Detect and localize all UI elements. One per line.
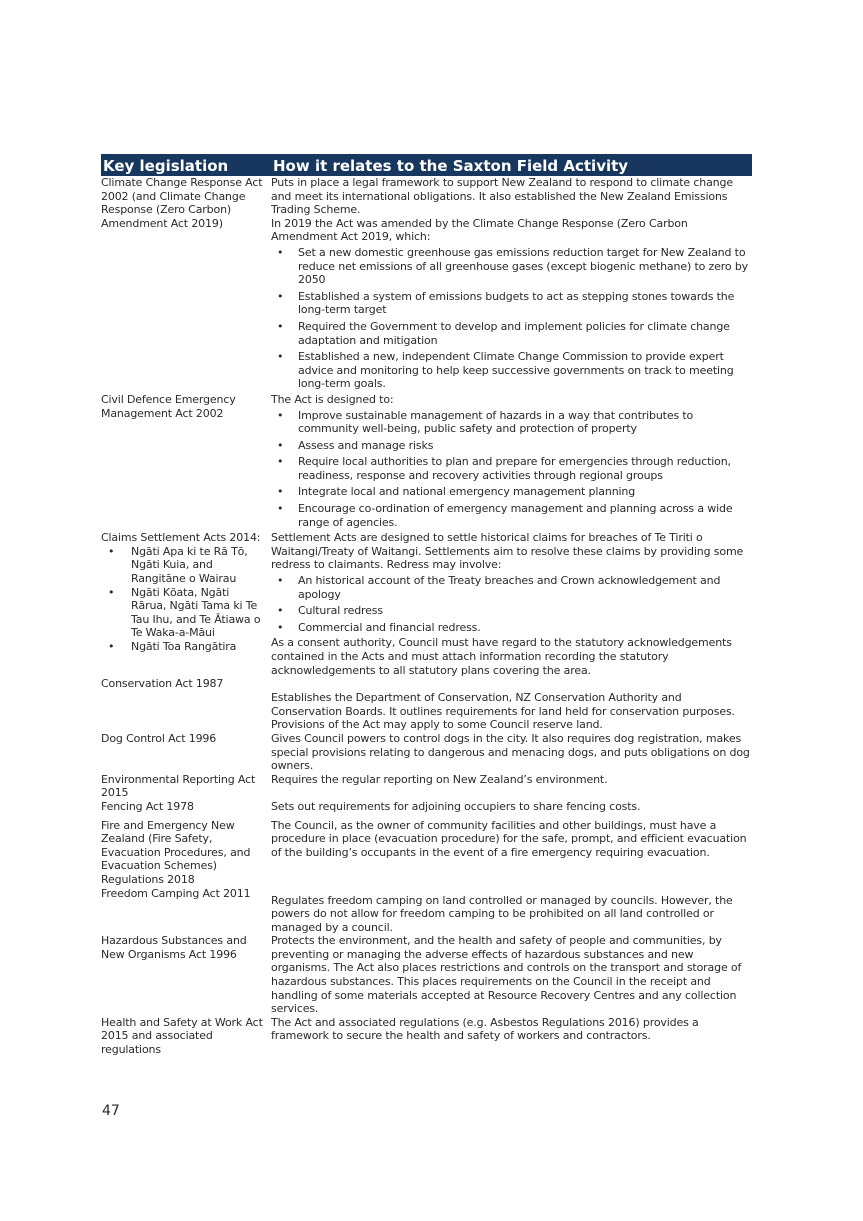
list-item: • Required the Government to develop and implement policies for climate change adaptation and mitigation: [298, 320, 752, 347]
list-item: • Ngāti Toa Rangātira: [131, 640, 267, 654]
legislation-description: [271, 531, 752, 677]
description-paragraph: In 2019 the Act was amended by the Climate Change Response (Zero Carbon Amendment Act 2019, which:: [271, 216, 688, 244]
legislation-description: [271, 393, 752, 531]
table-row: [101, 732, 752, 773]
legislation-description: Requires the regular reporting on New Zealand’s environment.: [271, 772, 608, 786]
list-item: • Require local authorities to plan and prepare for emergencies through reduction, readiness, response and recovery activities through regional groups: [298, 455, 752, 482]
page-number: 47: [102, 1103, 120, 1119]
legislation-name: Fencing Act 1978: [101, 799, 194, 813]
legislation-description: [271, 176, 752, 393]
legislation-name: Dog Control Act 1996: [101, 731, 217, 745]
legislation-description: Protects the environment, and the health and safety of people and communities, by preventing or managing the adverse effects of hazardous substances and new organisms. The Act also places restrictions and controls on the transport and storage of hazardous substances. This places requirements on the Council in the receipt and handling of some materials accepted at Resource Recovery Centres and any collection services.: [271, 934, 742, 1016]
list-item: • Improve sustainable management of hazards in a way that contributes to community well-being, public safety and protection of property: [298, 409, 752, 436]
list-item: • Set a new domestic greenhouse gas emissions reduction target for New Zealand to reduce net emissions of all greenhouse gases (except biogenic methane) to zero by 2050: [298, 246, 752, 287]
list-item: • Integrate local and national emergency management planning: [298, 485, 752, 499]
legislation-name: Health and Safety at Work Act 2015 and associated regulations: [101, 1015, 263, 1057]
table-row: [101, 773, 752, 800]
legislation-description: Regulates freedom camping on land controlled or managed by councils. However, the powers do not allow for freedom camping to be prohibited on all land controlled or managed by a council.: [271, 893, 733, 934]
list-item: • Commercial and financial redress.: [298, 621, 752, 635]
description-paragraph: As a consent authority, Council must have regard to the statutory acknowledgements contained in the Acts and must attach information recording the statutory acknowledgements to all statutory plans covering the area.: [271, 636, 732, 677]
legislation-table: [101, 154, 752, 1057]
iwi-list: [101, 545, 267, 654]
list-item: • Encourage co-ordination of emergency management and planning across a wide range of agencies.: [298, 502, 752, 529]
bullet-list: [271, 246, 752, 391]
bullet-list: [271, 574, 752, 634]
list-item: • Established a system of emissions budgets to act as stepping stones towards the long-term target: [298, 290, 752, 317]
list-item: • Ngāti Apa ki te Rā Tō, Ngāti Kuia, and Rangitāne o Wairau: [131, 545, 267, 586]
table-row: [101, 934, 752, 1016]
list-item: • Assess and manage risks: [298, 439, 752, 453]
list-item: • Cultural redress: [298, 604, 752, 618]
legislation-description: Gives Council powers to control dogs in the city. It also requires dog registration, makes special provisions relating to dangerous and menacing dogs, and puts obligations on dog owners.: [271, 731, 750, 773]
description-paragraph: Puts in place a legal framework to support New Zealand to respond to climate change and meet its international obligations. It also established the New Zealand Emissions Trading Scheme.: [271, 176, 733, 217]
legislation-name: Conservation Act 1987: [101, 677, 224, 691]
table-row: [101, 176, 752, 393]
list-item: • An historical account of the Treaty breaches and Crown acknowledgement and apology: [298, 574, 752, 601]
table-row: [101, 677, 752, 732]
legislation-description: Establishes the Department of Conservation, NZ Conservation Authority and Conservation Boards. It outlines requirements for land held for conservation purposes. Provisions of the Act may apply to some Council reserve land.: [271, 691, 735, 732]
legislation-description: The Council, as the owner of community facilities and other buildings, must have a procedure in place (evacuation procedure) for the safe, prompt, and efficient evacuation of the building’s occupants in the event of a fire emergency requiring evacuation.: [271, 818, 747, 859]
bullet-list: [271, 409, 752, 530]
table-row: [101, 393, 752, 531]
description-paragraph: Settlement Acts are designed to settle historical claims for breaches of Te Tiriti o Waitangi/Treaty of Waitangi. Settlements aim to resolve these claims by providing some redress to claimants. Redress may involve:: [271, 531, 744, 572]
legislation-name: Fire and Emergency New Zealand (Fire Safety, Evacuation Procedures, and Evacuation Schemes) Regulations 2018: [101, 818, 251, 886]
legislation-description: Sets out requirements for adjoining occupiers to share fencing costs.: [271, 799, 641, 813]
legislation-name-text: Claims Settlement Acts 2014:: [101, 531, 261, 545]
legislation-description: The Act and associated regulations (e.g. Asbestos Regulations 2016) provides a framework to secure the health and safety of workers and contractors.: [271, 1015, 699, 1043]
description-paragraph: The Act is designed to:: [271, 392, 394, 406]
legislation-name: Environmental Reporting Act 2015: [101, 772, 256, 800]
list-item: • Ngāti Kōata, Ngāti Rārua, Ngāti Tama ki Te Tau Ihu, and Te Ātiawa o Te Waka-a-Māui: [131, 586, 267, 640]
legislation-name: Climate Change Response Act 2002 (and Climate Change Response (Zero Carbon) Amendment Act 2019): [101, 176, 263, 230]
table-row: [101, 819, 752, 887]
header-how-it-relates: How it relates to the Saxton Field Activity: [271, 154, 752, 176]
table-row: [101, 1016, 752, 1057]
table-row: [101, 800, 752, 819]
legislation-name: Hazardous Substances and New Organisms Act 1996: [101, 934, 247, 961]
legislation-name: Freedom Camping Act 2011: [101, 886, 251, 900]
table-row: [101, 531, 752, 677]
table-row: [101, 887, 752, 935]
header-key-legislation: Key legislation: [101, 154, 271, 176]
list-item: • Established a new, independent Climate Change Commission to provide expert advice and monitoring to help keep successive governments on track to meeting long-term goals.: [298, 350, 752, 391]
legislation-name: [101, 531, 271, 677]
table-header-row: [101, 154, 752, 176]
legislation-name: Civil Defence Emergency Management Act 2002: [101, 392, 236, 420]
